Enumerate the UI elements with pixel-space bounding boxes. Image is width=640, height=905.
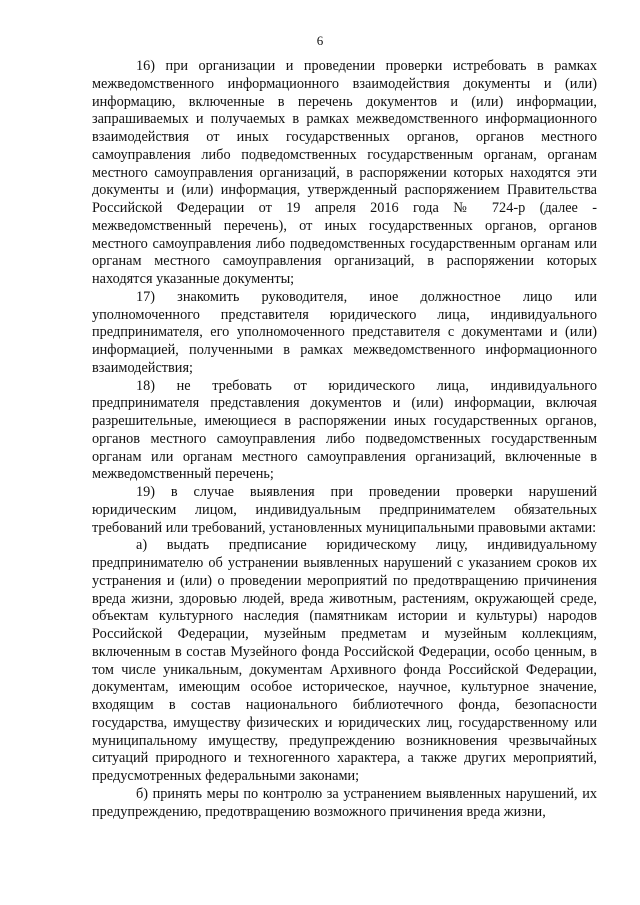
paragraph-item-18: 18) не требовать от юридического лица, индивидуального предпринимателя представления документов и (или) информации, включая разрешительные, имеющиеся в распоряжении иных государственных органов, органов местного самоуправления либо подведомственных государственным органам или органам местного самоуправления организаций, включенные в межведомственный перечень; (92, 377, 597, 483)
page-number: 6 (316, 33, 324, 48)
paragraph-subitem-b: б) принять меры по контролю за устранением выявленных нарушений, их предупреждению, предотвращению возможного причинения вреда жизни, (92, 785, 597, 820)
paragraph-item-19: 19) в случае выявления при проведении проверки нарушений юридическим лицом, индивидуальным предпринимателем обязательных требований или требований, установленных муниципальными правовыми актами: (92, 484, 597, 536)
paragraph-item-17: 17) знакомить руководителя, иное должностное лицо или уполномоченного представителя юридического лица, индивидуального предпринимателя, его уполномоченного представителя с документами и (или) информацией, полученными в рамках межведомственного информационного взаимодействия; (92, 288, 597, 376)
paragraph-item-16: 16) при организации и проведении проверки истребовать в рамках межведомственного информационного взаимодействия документы и (или) информацию, включенные в перечень документов и (или) информации, запрашиваемых и получаемых в рамках межведомственного информационного взаимодействия от иных государственных органов, органов местного самоуправления либо подведомственных государственным органам, органам местного самоуправления организаций, в распоряжении которых находятся эти документы и (или) информация, утвержденный распоряжением Правительства Российской Федерации от 19 апреля 2016 года № 724-р (далее - межведомственный перечень), от иных государственных органов, органов местного самоуправления либо подведомственных государственным органам или органам местного самоуправления организаций, в распоряжении которых находятся указанные документы; (92, 58, 597, 287)
paragraph-subitem-a: а) выдать предписание юридическому лицу, индивидуальному предпринимателю об устранении выявленных нарушений с указанием сроков их устранения и (или) о проведении мероприятий по предотвращению причинения вреда жизни, здоровью людей, вреда животным, растениям, окружающей среде, объектам культурного наследия (памятникам истории и культуры) народов Российской Федерации, музейным предметам и музейным коллекциям, включенным в состав Музейного фонда Российской Федерации, особо ценным, в том числе уникальным, документам Архивного фонда Российской Федерации, документам, имеющим особое историческое, научное, культурное значение, входящим в состав национального библиотечного фонда, безопасности государства, имуществу физических и юридических лиц, государственному или муниципальному имуществу, предупреждению возникновения чрезвычайных ситуаций природного и техногенного характера, а также других мероприятий, предусмотренных федеральными законами; (92, 537, 597, 784)
document-body (92, 58, 597, 821)
